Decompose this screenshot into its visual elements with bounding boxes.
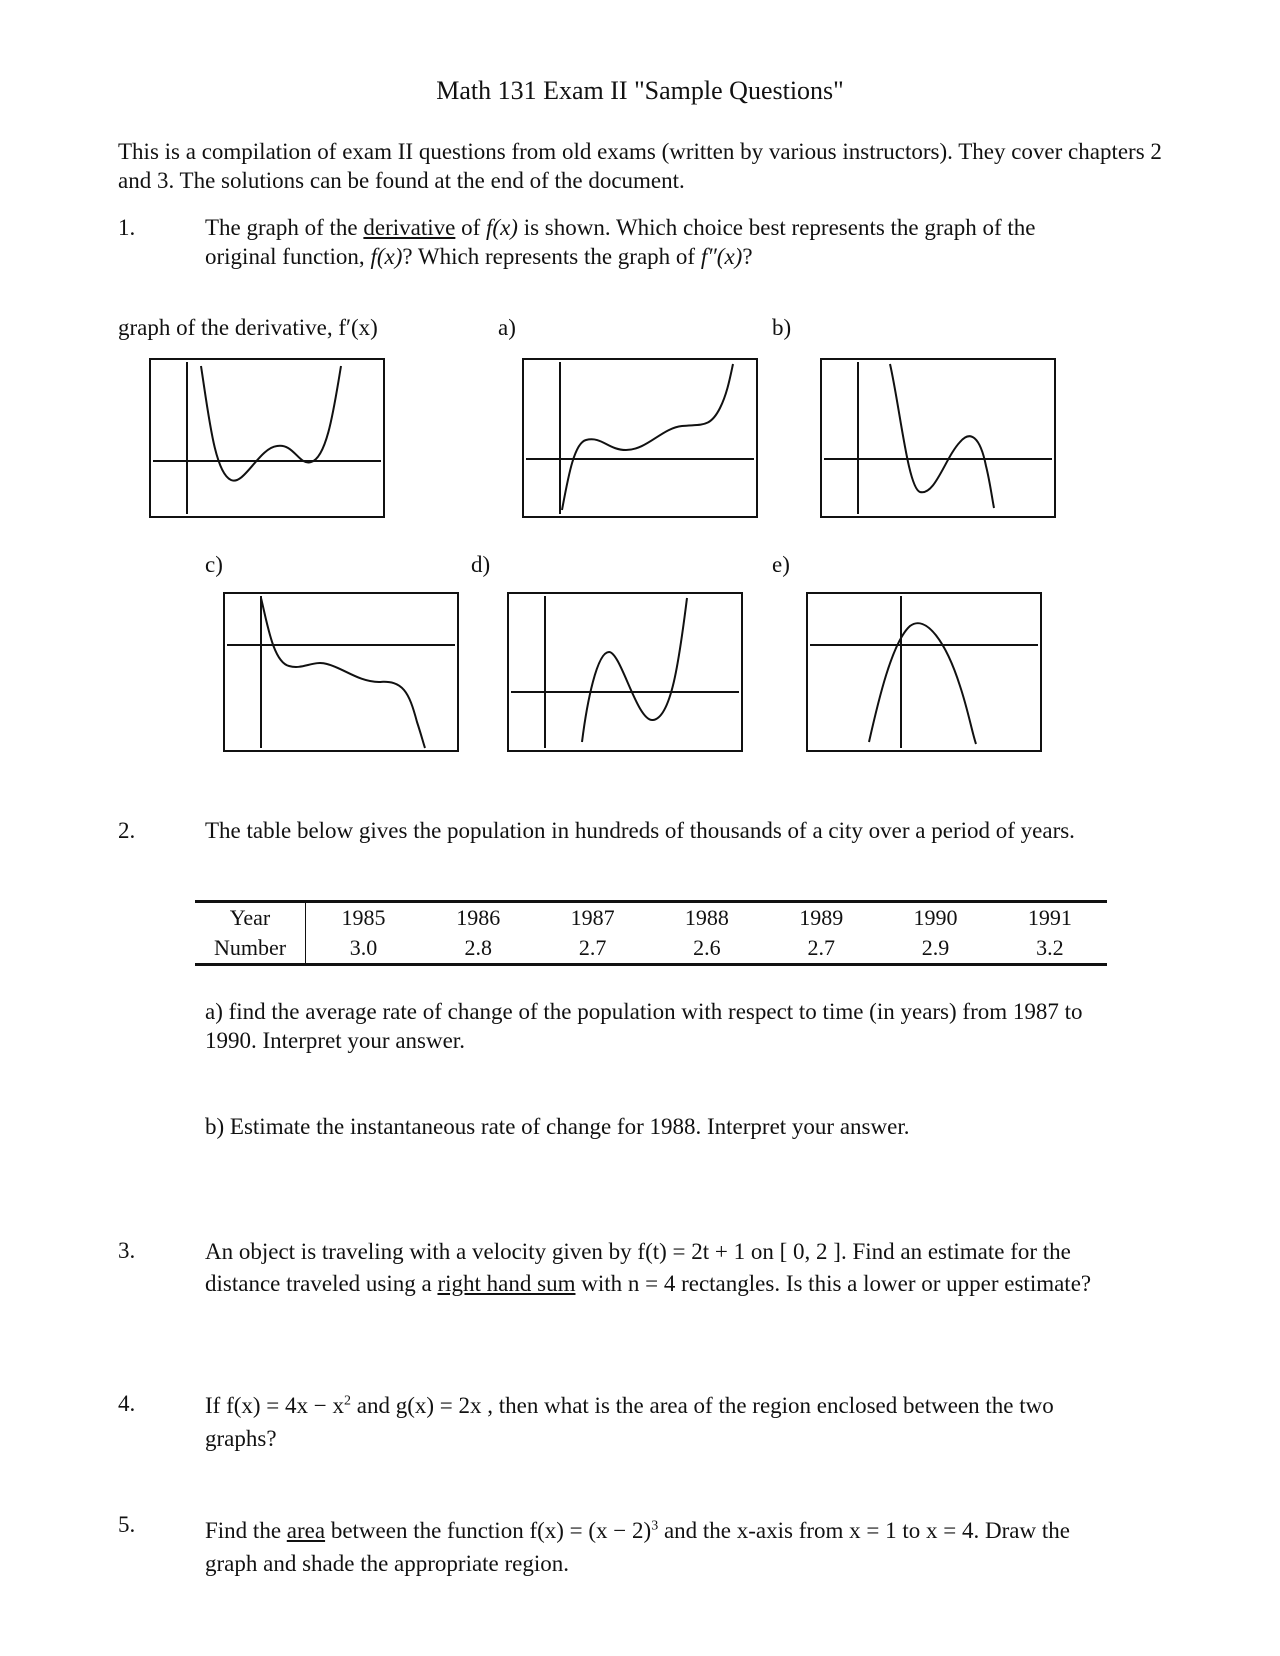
table-cell: 3.0 [349,935,378,960]
derivative-underlined: derivative [363,215,456,240]
table-header: Year [195,902,306,934]
option-d-label: d) [471,552,491,577]
table-cell: 2.8 [464,935,493,960]
option-c-label: c) [205,552,223,577]
table-cell: 1987 [570,905,615,930]
question-5-number: 5. [118,1512,136,1537]
question-3-text: An object is traveling with a velocity given by f(t) = 2t + 1 on [ 0, 2 ]. Find an estimate for the distance traveled using a right hand sum with n = 4 rectangles. Is this a lower or upper estimate? [205,1239,1092,1296]
option-d-graph [507,592,743,752]
question-2-part-a: a) find the average rate of change of the population with respect to time (in years) from 1987 to 1990. Interpret your answer. [205,999,1083,1053]
population-table [195,900,1107,966]
table-header: Number [195,933,306,965]
table-cell: 1989 [799,905,844,930]
table-row [195,902,1107,934]
question-2-part-b: b) Estimate the instantaneous rate of change for 1988. Interpret your answer. [205,1114,910,1139]
option-c-graph [223,592,459,752]
table-cell: 2.7 [807,935,835,960]
right-hand-sum-underlined: right hand sum [437,1271,576,1296]
question-2-text: The table below gives the population in hundreds of thousands of a city over a period of years. [205,818,1075,843]
option-e-graph [806,592,1042,752]
option-b-graph [820,358,1056,518]
table-cell: 1985 [341,905,386,930]
intro-paragraph: This is a compilation of exam II questions from old exams (written by various instructors). They cover chapters 2 and 3. The solutions can be found at the end of the document. [118,139,1162,193]
table-cell: 2.6 [693,935,721,960]
option-a-label: a) [498,315,516,340]
derivative-graph [149,358,385,518]
question-3-number: 3. [118,1238,136,1263]
table-cell: 1988 [684,905,729,930]
question-4-text: If $f(x) = 4x - x^2$ and g(x) = 2x , then what is the area of the region enclosed between the two graphs? [205,1393,1054,1451]
table-cell: 1990 [913,905,958,930]
question-1-text: The graph of the derivative of f(x) is shown. Which choice best represents the graph of the original function, f(x)? Which represents the graph of f″(x)? [205,215,1036,269]
question-2-number: 2. [118,818,136,843]
question-4-number: 4. [118,1391,136,1416]
page-title: Math 131 Exam II "Sample Questions" [436,76,844,105]
table-cell: 1986 [456,905,501,930]
area-underlined: area [286,1518,326,1543]
derivative-graph-label: graph of the derivative, f′(x) [118,315,378,340]
option-a-graph [522,358,758,518]
table-row [195,933,1107,965]
option-e-label: e) [772,552,790,577]
table-cell: 1991 [1027,905,1072,930]
table-cell: 3.2 [1036,935,1064,960]
table-cell: 2.7 [578,935,607,960]
question-1-number: 1. [118,215,136,240]
table-cell: 2.9 [921,935,950,960]
option-b-label: b) [772,315,792,340]
question-5-text: Find the area between the function $f(x) = (x - 2)^3$ and the x-axis from x = 1 to x = 4. Draw the graph and shade the appropriate region. [205,1518,1070,1576]
